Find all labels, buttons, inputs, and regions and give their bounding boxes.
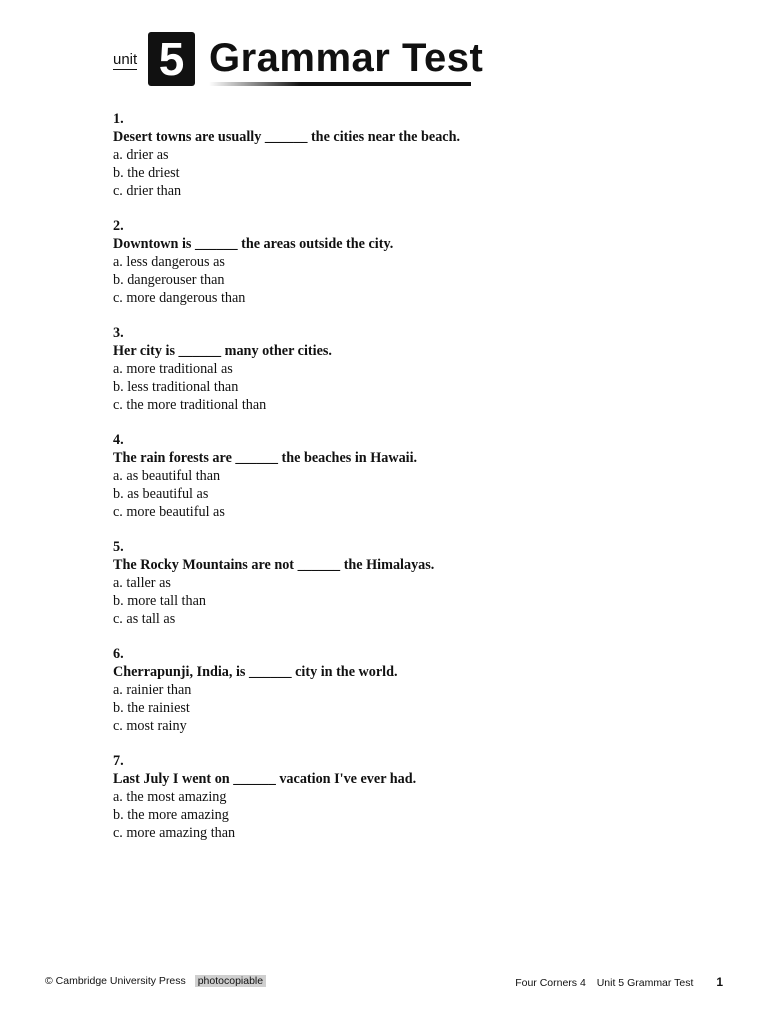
- answer-option-c: c. most rainy: [113, 718, 187, 734]
- answer-option-b: b. as beautiful as: [113, 486, 209, 502]
- answer-option-c: c. more dangerous than: [113, 290, 246, 306]
- question-item: [113, 110, 673, 200]
- question-text: Last July I went on ______ vacation I've ever had.: [113, 771, 417, 787]
- answer-option-a: a. as beautiful than: [113, 468, 221, 484]
- question-text: The rain forests are ______ the beaches in Hawaii.: [113, 450, 418, 466]
- answer-option-c: c. as tall as: [113, 611, 176, 627]
- answer-option-c: c. more beautiful as: [113, 504, 225, 520]
- page-title: Grammar Test: [209, 36, 484, 80]
- answer-option-b: b. the driest: [113, 165, 180, 181]
- answer-option-b: b. the more amazing: [113, 807, 229, 823]
- test-name: Unit 5 Grammar Test: [596, 977, 694, 989]
- question-item: [113, 538, 673, 628]
- answer-option-a: a. rainier than: [113, 682, 192, 698]
- photocopiable-badge: photocopiable: [195, 975, 266, 987]
- title-underline: [209, 82, 471, 86]
- footer-right: [515, 975, 723, 989]
- answer-option-c: c. the more traditional than: [113, 397, 267, 413]
- answer-option-a: a. the most amazing: [113, 789, 227, 805]
- answer-option-b: b. dangerouser than: [113, 272, 225, 288]
- question-number: 3.: [113, 325, 124, 341]
- answer-option-a: a. less dangerous as: [113, 254, 225, 270]
- question-text: Downtown is ______ the areas outside the city.: [113, 236, 394, 252]
- question-item: [113, 217, 673, 307]
- footer-left: [45, 975, 266, 987]
- question-list: [113, 110, 673, 859]
- question-text: Cherrapunji, India, is ______ city in the world.: [113, 664, 398, 680]
- page-number: 1: [716, 975, 723, 989]
- question-item: [113, 324, 673, 414]
- answer-option-b: b. more tall than: [113, 593, 206, 609]
- question-text: Desert towns are usually ______ the cities near the beach.: [113, 129, 461, 145]
- answer-option-a: a. taller as: [113, 575, 171, 591]
- answer-option-b: b. the rainiest: [113, 700, 190, 716]
- answer-option-b: b. less traditional than: [113, 379, 239, 395]
- answer-option-c: c. drier than: [113, 183, 182, 199]
- question-item: [113, 752, 673, 842]
- page-header: [113, 32, 484, 92]
- question-number: 5.: [113, 539, 124, 555]
- question-text: Her city is ______ many other cities.: [113, 343, 332, 359]
- question-item: [113, 431, 673, 521]
- series-name: Four Corners 4: [515, 977, 586, 989]
- question-number: 6.: [113, 646, 124, 662]
- question-number: 7.: [113, 753, 124, 769]
- question-number: 2.: [113, 218, 124, 234]
- unit-label: unit: [113, 51, 138, 68]
- question-number: 4.: [113, 432, 124, 448]
- question-number: 1.: [113, 111, 124, 127]
- answer-option-a: a. more traditional as: [113, 361, 233, 377]
- answer-option-c: c. more amazing than: [113, 825, 236, 841]
- unit-number-badge: 5: [148, 32, 195, 86]
- question-item: [113, 645, 673, 735]
- answer-option-a: a. drier as: [113, 147, 169, 163]
- copyright-text: © Cambridge University Press: [45, 975, 186, 987]
- question-text: The Rocky Mountains are not ______ the Himalayas.: [113, 557, 435, 573]
- page-footer: [45, 975, 723, 991]
